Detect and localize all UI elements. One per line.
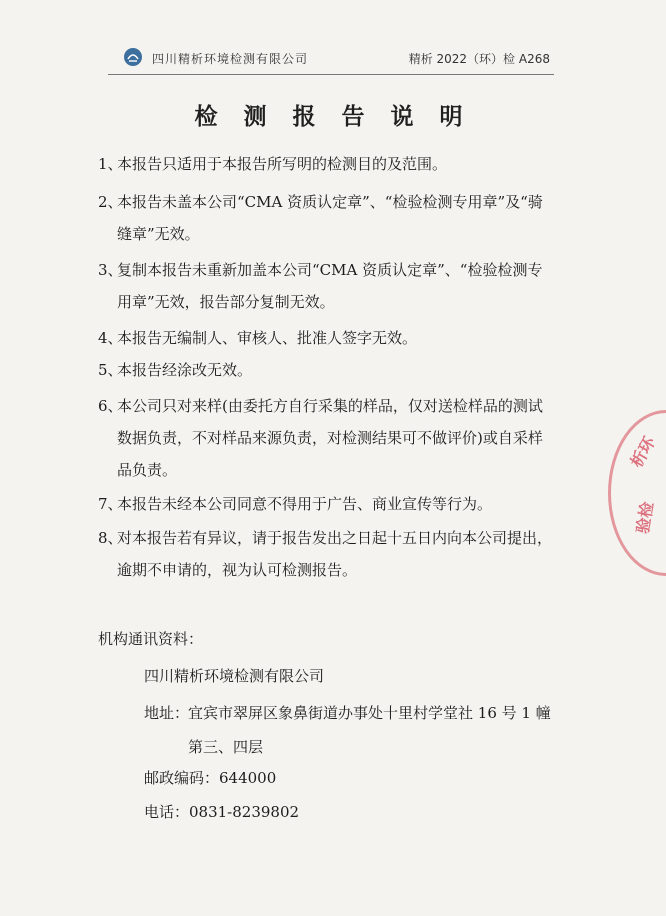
clause-line: 复制本报告未重新加盖本公司“CMA 资质认定章”、“检验检测专 <box>117 261 543 279</box>
contact-label: 机构通讯资料： <box>98 630 204 648</box>
seal-text: 析环 <box>626 433 660 471</box>
header-company-name: 四川精析环境检测有限公司 <box>152 52 309 66</box>
postal-code: 邮政编码：644000 <box>144 769 277 787</box>
clause-7 <box>98 488 568 520</box>
clause-line: 本公司只对来样(由委托方自行采集的样品，仅对送检样品的测试 <box>117 397 543 415</box>
address-line-1: 宜宾市翠屏区象鼻街道办事处十里村学堂社 16 号 1 幢 <box>188 704 551 722</box>
clause-line: 本报告只适用于本报告所写明的检测目的及范围。 <box>117 155 448 173</box>
clause-line: 用章”无效，报告部分复制无效。 <box>117 293 335 311</box>
address-line-2: 第三、四层 <box>188 738 264 756</box>
clause-8 <box>98 522 568 586</box>
clause-line: 品负责。 <box>117 461 178 479</box>
clause-line: 本报告经涂改无效。 <box>117 361 253 379</box>
address-label: 地址： <box>144 704 190 722</box>
clause-6 <box>98 390 568 486</box>
page-header <box>108 44 554 75</box>
seal-text: 验检 <box>632 500 658 536</box>
clause-line: 缝章”无效。 <box>117 225 200 243</box>
clause-number: 5、 <box>98 361 123 379</box>
clause-number: 4、 <box>98 329 123 347</box>
clause-line: 本报告未盖本公司“CMA 资质认定章”、“检验检测专用章”及“骑 <box>117 193 543 211</box>
clause-number: 3、 <box>98 261 123 279</box>
clause-5 <box>98 354 568 386</box>
clause-number: 7、 <box>98 495 123 513</box>
clause-number: 8、 <box>98 529 123 547</box>
contact-company: 四川精析环境检测有限公司 <box>144 667 325 685</box>
phone-number: 电话：0831-8239802 <box>144 803 300 821</box>
clause-line: 逾期不申请的，视为认可检测报告。 <box>117 561 358 579</box>
clause-2 <box>98 186 568 250</box>
clause-line: 本报告无编制人、审核人、批准人签字无效。 <box>117 329 418 347</box>
clause-4 <box>98 322 568 354</box>
report-number: 精析 2022（环）检 A268 <box>408 52 550 66</box>
clause-number: 6、 <box>98 397 123 415</box>
clause-line: 本报告未经本公司同意不得用于广告、商业宣传等行为。 <box>117 495 493 513</box>
clause-number: 2、 <box>98 193 123 211</box>
clause-line: 对本报告若有异议，请于报告发出之日起十五日内向本公司提出， <box>117 529 553 547</box>
page-title: 检 测 报 告 说 明 <box>194 103 472 130</box>
clause-number: 1、 <box>98 155 123 173</box>
clause-line: 数据负责，不对样品来源负责，对检测结果可不做评价)或自采样 <box>117 429 543 447</box>
clause-1 <box>98 148 568 180</box>
company-logo-icon <box>124 48 142 66</box>
clause-3 <box>98 254 568 318</box>
